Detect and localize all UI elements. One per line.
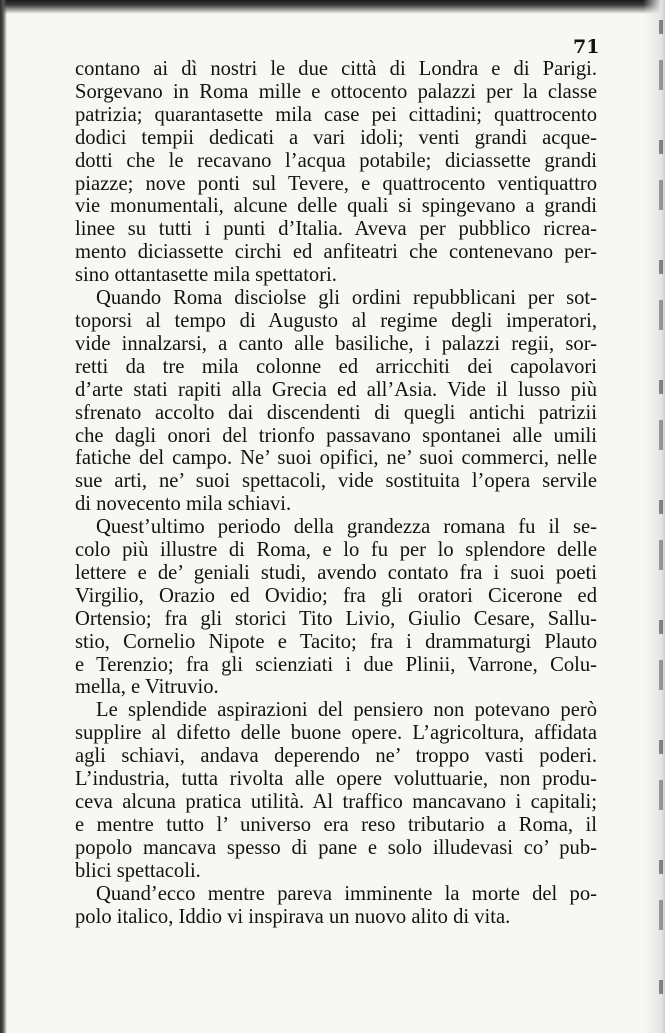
- text-line: fatiche del campo. Ne’ suoi opifici, ne’ suoi commerci, nelle: [75, 447, 597, 470]
- text-line: sfrenato accolto dai discendenti di quegli antichi patrizii: [75, 401, 597, 424]
- scan-edge-right-marks: [659, 20, 663, 1020]
- text-line: Le splendide aspirazioni del pensiero non potevano però: [96, 699, 597, 722]
- paragraph: [75, 516, 597, 699]
- page-number: 71: [573, 36, 600, 58]
- text-line: Quando Roma disciolse gli ordini repubblicani per sot-: [96, 287, 597, 310]
- text-line: Ortensio; fra gli storici Tito Livio, Giulio Cesare, Sallu-: [75, 607, 597, 630]
- paragraph: [75, 699, 597, 882]
- text-line: popolo mancava spesso di pane e solo illudevasi co’ pub-: [75, 836, 597, 859]
- text-line: Virgilio, Orazio ed Ovidio; fra gli oratori Cicerone ed: [75, 584, 597, 607]
- body-text: [75, 58, 597, 928]
- text-line: polo italico, Iddio vi inspirava un nuovo alito di vita.: [75, 905, 511, 928]
- text-line: linee su tutti i punti d’Italia. Aveva per pubblico ricrea-: [75, 218, 597, 241]
- text-line: piazze; nove ponti sul Tevere, e quattrocento ventiquattro: [75, 172, 597, 195]
- text-line: Sorgevano in Roma mille e ottocento palazzi per la classe: [75, 80, 597, 103]
- text-line: vie monumentali, alcune delle quali si spingevano a grandi: [75, 195, 597, 218]
- text-line: dotti che le recavano l’acqua potabile; diciassette grandi: [75, 149, 597, 172]
- paragraph: [75, 287, 597, 516]
- text-line: mento diciassette circhi ed anfiteatri che contenevano per-: [75, 241, 597, 264]
- text-line: che dagli onori del trionfo passavano spontanei alle umili: [75, 424, 597, 447]
- text-line: sue arti, ne’ suoi spettacoli, vide sostituita l’opera servile: [75, 470, 597, 493]
- text-line: L’industria, tutta rivolta alle opere voluttuarie, non produ-: [75, 768, 597, 791]
- text-line: supplire al difetto delle buone opere. L’agricoltura, affidata: [75, 722, 597, 745]
- text-line: toporsi al tempo di Augusto al regime degli imperatori,: [75, 309, 597, 332]
- scan-edge-top: [0, 0, 665, 14]
- text-line: lettere e de’ geniali studi, avendo contato fra i suoi poeti: [75, 561, 597, 584]
- text-line: ceva alcuna pratica utilità. Al traffico mancavano i capitali;: [75, 791, 597, 813]
- text-line: stio, Cornelio Nipote e Tacito; fra i drammaturgi Plauto: [75, 630, 597, 653]
- paragraph: [75, 58, 597, 287]
- paragraph: [75, 883, 597, 929]
- text-line: mella, e Vitruvio.: [75, 676, 219, 699]
- text-line: sino ottantasette mila spettatori.: [75, 264, 337, 287]
- text-line: d’arte stati rapiti alla Grecia ed all’Asia. Vide il lusso più: [75, 378, 597, 401]
- text-line: e Terenzio; fra gli scienziati i due Plinii, Varrone, Colu-: [75, 653, 597, 676]
- text-line: Quest’ultimo periodo della grandezza romana fu il se-: [96, 516, 597, 539]
- text-line: Quand’ecco mentre pareva imminente la morte del po-: [96, 882, 597, 905]
- text-line: colo più illustre di Roma, e lo fu per lo splendore delle: [75, 539, 597, 562]
- text-line: retti da tre mila colonne ed arricchiti dei capolavori: [75, 355, 597, 378]
- text-line: contano ai dì nostri le due città di Londra e di Parigi.: [75, 58, 597, 80]
- scan-edge-left: [0, 0, 7, 1033]
- text-line: agli schiavi, andava deperendo ne’ troppo vasti poderi.: [75, 745, 597, 768]
- text-line: vide innalzarsi, a canto alle basiliche, i palazzi regii, sor-: [75, 332, 597, 355]
- text-line: patrizia; quarantasette mila case pei cittadini; quattrocento: [75, 103, 597, 126]
- text-line: dodici tempii dedicati a vari idoli; venti grandi acque-: [75, 126, 597, 149]
- text-line: e mentre tutto l’ universo era reso tributario a Roma, il: [75, 813, 597, 836]
- text-line: di novecento mila schiavi.: [75, 493, 292, 516]
- text-line: blici spettacoli.: [75, 859, 201, 882]
